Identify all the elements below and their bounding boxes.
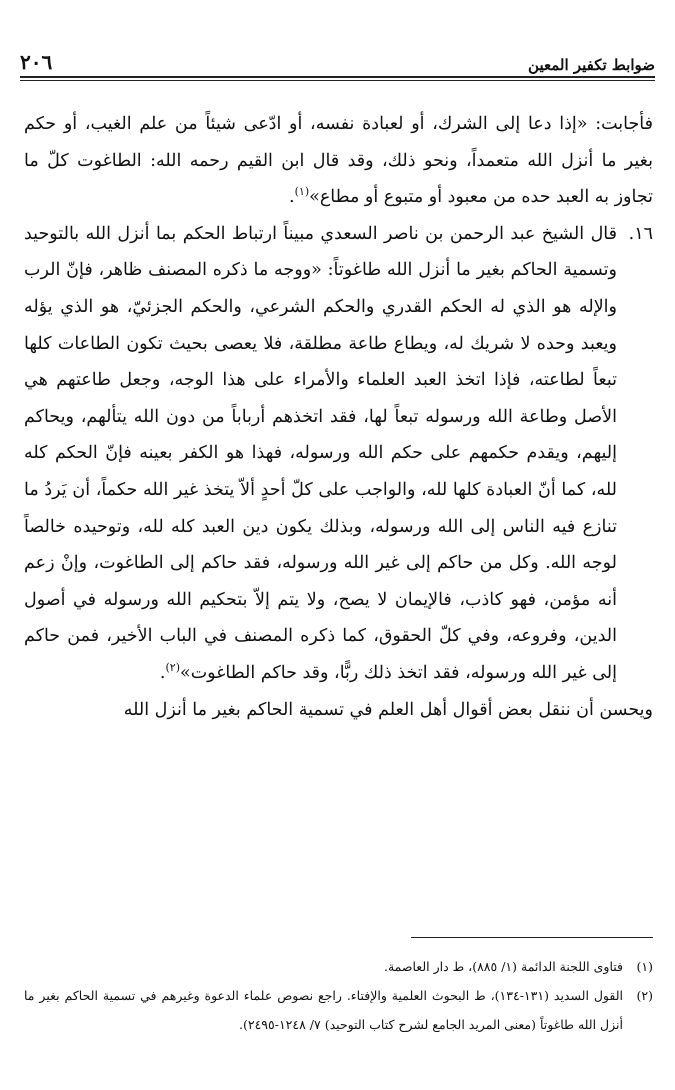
footnote bbox=[24, 981, 653, 1039]
paragraph-text: فأجابت: «إذا دعا إلى الشرك، أو لعبادة نفسه، أو ادّعى شيئاً من علم الغيب، أو حكم بغير ما أنزل الله متعمداً، ونحو ذلك، وقد قال ابن القيم رحمه الله: الطاغوت كلّ ما تجاوز به العبد حده من معبود أو متبوع أو مطاع» bbox=[24, 114, 653, 208]
footnote bbox=[24, 952, 653, 981]
item-number: ١٦. bbox=[628, 223, 653, 244]
item-text: قال الشيخ عبد الرحمن بن ناصر السعدي مبيناً ارتباط الحكم بما أنزل الله بالتوحيد وتسمية الحاكم بغير ما أنزل الله طاغوتاً: «ووجه ما ذكره المصنف ظاهر، فإنّ الرب والإله هو الذي له الحكم القدري والحكم الشرعي، والحكم الجزئيّ، هو الذي يؤله ويعبد وحده لا شريك له، ويطاع طاعة مطلقة، فلا يعصى بحيث تكون الطاعات كلها تبعاً لطاعته، فإذا اتخذ العبد العلماء والأمراء على هذا الوجه، وجعل طاعتهم هي الأصل وطاعة الله ورسوله تبعاً لها، فقد اتخذهم أرباباً من دون الله يتألهم، ويحاكم إليهم، ويقدم حكمهم على حكم الله ورسوله، فهذا هو الكفر بعينه فإنّ الحكم كله لله، كما أنّ العبادة كلها لله، والواجب على كلّ أحدٍ ألاّ يتخذ غير الله حكماً، أن يَردُ ما تنازع فيه الناس إلى الله ورسوله، وبذلك يكون دين العبد كله لله، وتوحيده خالصاً لوجه الله. وكل من حاكم إلى غير الله ورسوله، فقد حاكم إلى الطاغوت، وإنْ زعم أنه مؤمن، فهو كاذب، فالإيمان لا يصح، ولا يتم إلاّ بتحكيم الله ورسوله في أصول الدين، وفروعه، وفي كلّ الحقوق، كما ذكره المصنف في الباب الأخير، فمن حاكم إلى غير الله ورسوله، فقد اتخذ ذلك ربًّا، وقد حاكم الطاغوت» bbox=[24, 223, 617, 683]
footnote-number: (٢) bbox=[636, 988, 653, 1003]
footnote-number: (١) bbox=[636, 959, 653, 974]
footnote-rule bbox=[411, 937, 653, 938]
main-text bbox=[24, 106, 653, 728]
item-body: قال الشيخ عبد الرحمن بن ناصر السعدي مبيناً ارتباط الحكم بما أنزل الله بالتوحيد وتسمية الحاكم بغير ما أنزل الله طاغوتاً: «ووجه ما ذكره المصنف ظاهر، فإنّ الرب والإله هو الذي له الحكم القدري والحكم الشرعي، والحكم الجزئيّ، هو الذي يؤله ويعبد وحده لا شريك له، ويطاع طاعة مطلقة، فلا يعصى بحيث تكون الطاعات كلها تبعاً لطاعته، فإذا اتخذ العبد العلماء والأمراء على هذا الوجه، وجعل طاعتهم هي الأصل وطاعة الله ورسوله تبعاً لها، فقد اتخذهم أرباباً من دون الله يتألهم، ويحاكم إليهم، ويقدم حكمهم على حكم الله ورسوله، فهذا هو الكفر بعينه فإنّ الحكم كله لله، كما أنّ العبادة كلها لله، والواجب على كلّ أحدٍ ألاّ يتخذ غير الله حكماً، أن يَردُ ما تنازع فيه الناس إلى الله ورسوله، وبذلك يكون دين العبد كله لله، وتوحيده خالصاً لوجه الله. وكل من حاكم إلى غير الله ورسوله، فقد حاكم إلى الطاغوت، وإنْ زعم أنه مؤمن، فهو كاذب، فالإيمان لا يصح، ولا يتم إلاّ بتحكيم الله ورسوله في أصول الدين، وفروعه، وفي كلّ الحقوق، كما ذكره المصنف في الباب الأخير، فمن حاكم إلى غير الله ورسوله، فقد اتخذ ذلك ربًّا، وقد حاكم الطاغوت»$^{(٢)}$. bbox=[24, 223, 617, 683]
footnotes bbox=[24, 952, 653, 1039]
page-number: ٢٠٦ bbox=[20, 50, 53, 74]
running-header bbox=[20, 40, 655, 74]
footnote-text: فتاوى اللجنة الدائمة (١/ ٨٨٥)، ط دار العاصمة. bbox=[383, 959, 623, 974]
running-title: ضوابط تكفير المعين bbox=[528, 56, 655, 74]
paragraph: فأجابت: «إذا دعا إلى الشرك، أو لعبادة نفسه، أو ادّعى شيئاً من علم الغيب، أو حكم بغير ما أنزل الله متعمداً، ونحو ذلك، وقد قال ابن القيم رحمه الله: الطاغوت كلّ ما تجاوز به العبد حده من معبود أو متبوع أو مطاع»$^{(١)}$. bbox=[24, 114, 653, 208]
footnote-ref: (٢) bbox=[165, 661, 180, 675]
footnote-ref: (١) bbox=[294, 185, 310, 199]
header-rule bbox=[20, 76, 655, 81]
paragraph: ويحسن أن ننقل بعض أقوال أهل العلم في تسمية الحاكم بغير ما أنزل الله bbox=[123, 699, 653, 720]
numbered-item bbox=[24, 216, 653, 692]
footnote-text: القول السديد (١٣١-١٣٤)، ط البحوث العلمية والإفتاء. راجع نصوص علماء الدعوة وغيرهم في تسمية الحاكم بغير ما أنزل الله طاغوتاً (معنى المريد الجامع لشرح كتاب التوحيد) ٧/ ١٢٤٨-٢٤٩٥). bbox=[24, 988, 623, 1032]
